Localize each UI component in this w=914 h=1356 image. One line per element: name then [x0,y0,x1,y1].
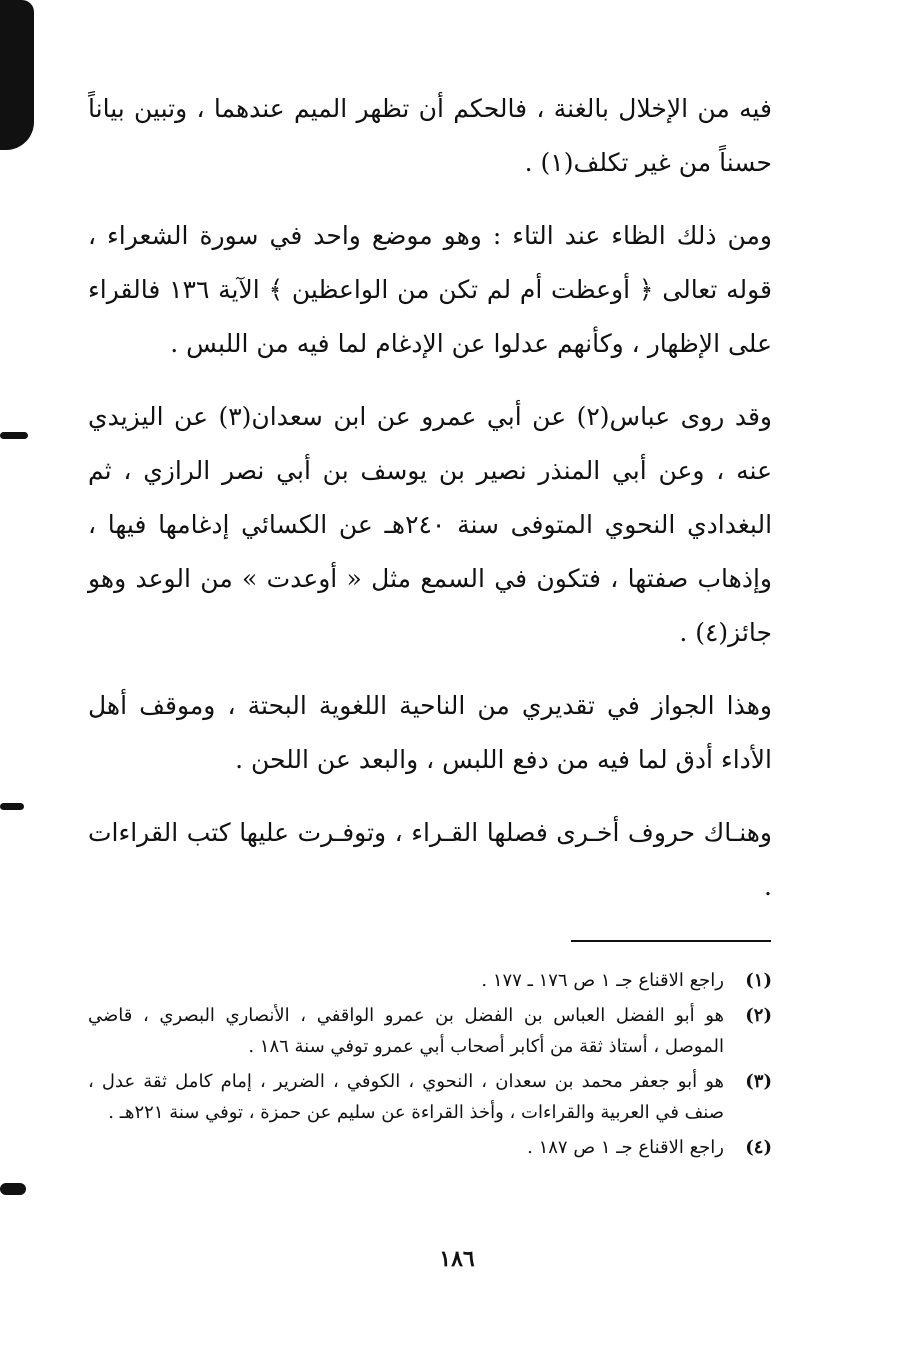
footnote-separator-line [571,940,771,942]
footnote-number: (٣) [745,1071,772,1092]
body-paragraph-5: وهنـاك حروف أخـرى فصلها القـراء ، وتوفـرت عليها كتب القراءات . [88,818,772,901]
body-paragraph-1: فيه من الإخلال بالغنة ، فالحكم أن تظهر الميم عندهما ، وتبين بياناً حسناً من غير تكلف(١) . [88,94,772,177]
page-number: ١٨٦ [439,1246,475,1272]
footnote-3 [88,1066,772,1128]
footnotes-section [88,965,772,1167]
footnote-text: راجع الاقناع جـ ١ ص ١٨٧ . [527,1137,724,1158]
footnote-2 [88,1000,772,1062]
main-text-block [88,82,772,914]
left-edge-scan-blot [0,0,34,150]
footnote-number: (٤) [745,1137,772,1158]
left-margin-scan-mark [0,432,28,439]
body-paragraph-4: وهذا الجواز في تقديري من الناحية اللغوية البحتة ، وموقف أهل الأداء أدق لما فيه من دفع اللبس ، والبعد عن اللحن . [88,691,772,774]
left-margin-scan-mark [0,803,24,810]
footnote-text: راجع الاقناع جـ ١ ص ١٧٦ ـ ١٧٧ . [481,970,724,991]
footnote-4 [88,1132,772,1163]
footnote-number: (٢) [745,1005,772,1026]
body-paragraph-2: ومن ذلك الظاء عند التاء : وهو موضع واحد في سورة الشعراء ، قوله تعالى ﴿ أوعظت أم لم تكن من الواعظين ﴾ الآية ١٣٦ فالقراء على الإظهار ، وكأنهم عدلوا عن الإدغام لما فيه من اللبس . [88,221,772,358]
footnote-text: هو أبو جعفر محمد بن سعدان ، النحوي ، الكوفي ، الضرير ، إمام كامل ثقة عدل ، صنف في العربية والقراءات ، وأخذ القراءة عن سليم عن حمزة ، توفي سنة ٢٢١هـ . [88,1071,724,1123]
footnote-text: هو أبو الفضل العباس بن الفضل بن عمرو الواقفي ، الأنصاري البصري ، قاضي الموصل ، أستاذ ثقة من أكابر أصحاب أبي عمرو توفي سنة ١٨٦ . [88,1005,724,1057]
left-margin-scan-mark [0,1183,26,1195]
footnote-number: (١) [745,970,772,991]
footnote-1 [88,965,772,996]
body-paragraph-3: وقد روى عباس(٢) عن أبي عمرو عن ابن سعدان(٣) عن اليزيدي عنه ، وعن أبي المنذر نصير بن يوسف بن أبي نصر الرازي ، ثم البغدادي النحوي المتوفى سنة ٢٤٠هـ عن الكسائي إدغامها فيها ، وإذهاب صفتها ، فتكون في السمع مثل « أوعدت » من الوعد وهو جائز(٤) . [88,402,773,647]
